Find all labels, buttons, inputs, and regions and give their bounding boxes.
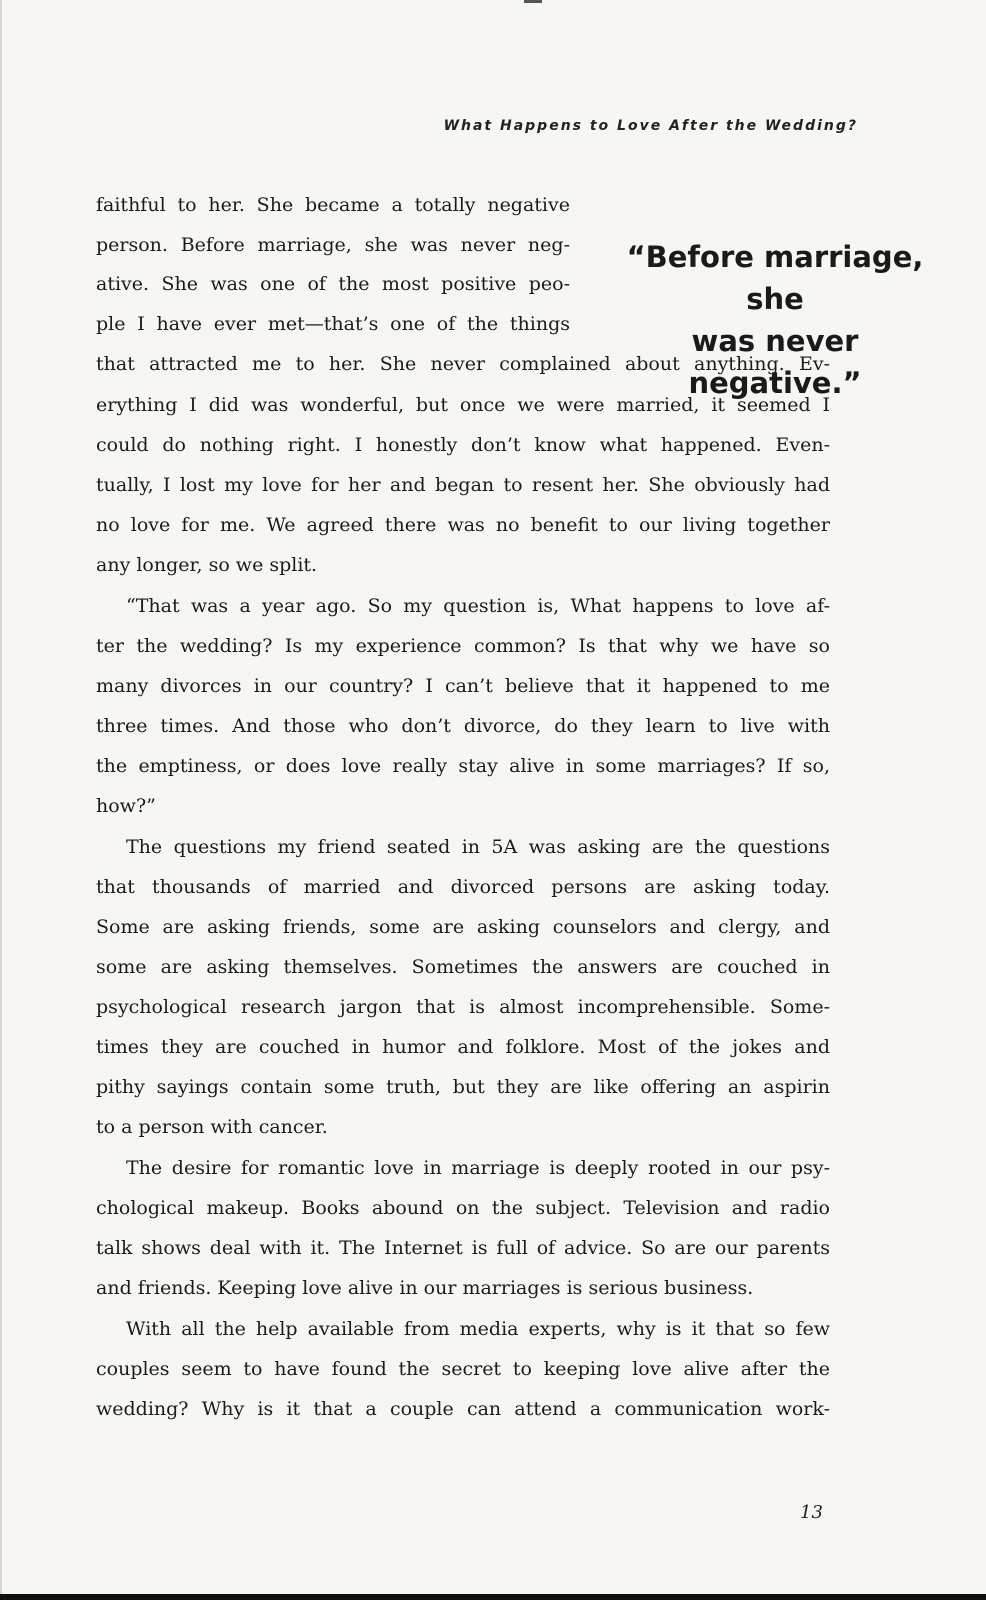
pull-quote-line-1: “Before marriage, she [626,240,924,316]
body-line: person. Before marriage, she was never neg- [96,234,570,256]
body-line: could do nothing right. I honestly don’t know what happened. Even- [96,434,830,456]
body-line: couples seem to have found the secret to keeping love alive after the [96,1358,830,1380]
body-line: With all the help available from media experts, why is it that so few [126,1318,830,1340]
body-line: to a person with cancer. [96,1116,328,1138]
body-line: tually, I lost my love for her and began to resent her. She obviously had [96,474,830,496]
body-line: Some are asking friends, some are asking counselors and clergy, and [96,916,830,938]
body-line: erything I did was wonderful, but once we were married, it seemed I [96,394,830,416]
body-line: three times. And those who don’t divorce, do they learn to live with [96,715,830,737]
pull-quote-line-2: was never negative.” [688,324,862,400]
body-line: The questions my friend seated in 5A was asking are the questions [126,836,830,858]
body-line: chological makeup. Books abound on the subject. Television and radio [96,1197,830,1219]
body-line: pithy sayings contain some truth, but they are like offering an aspirin [96,1076,830,1098]
pull-quote [610,236,940,404]
body-line: and friends. Keeping love alive in our marriages is serious business. [96,1277,754,1299]
body-line: many divorces in our country? I can’t believe that it happened to me [96,675,830,697]
body-line: the emptiness, or does love really stay alive in some marriages? If so, [96,755,830,777]
page-number: 13 [800,1502,823,1523]
body-line: how?” [96,795,156,817]
body-line: that thousands of married and divorced persons are asking today. [96,876,830,898]
running-head: What Happens to Love After the Wedding? [443,118,858,134]
body-line: psychological research jargon that is almost incomprehensible. Some- [96,996,830,1018]
body-line: some are asking themselves. Sometimes the answers are couched in [96,956,830,978]
body-line: “That was a year ago. So my question is, What happens to love af- [126,595,830,617]
body-line: faithful to her. She became a totally negative [96,194,570,216]
body-line: ative. She was one of the most positive peo- [96,273,570,295]
body-line: times they are couched in humor and folklore. Most of the jokes and [96,1036,830,1058]
scan-mark [524,0,542,3]
body-line: ple I have ever met—that’s one of the things [96,313,570,335]
body-line: wedding? Why is it that a couple can attend a communication work- [96,1398,830,1420]
body-line: talk shows deal with it. The Internet is full of advice. So are our parents [96,1237,830,1259]
page-edge [0,0,2,1600]
body-line: any longer, so we split. [96,554,318,576]
body-line: no love for me. We agreed there was no benefit to our living together [96,514,830,536]
body-line: ter the wedding? Is my experience common? Is that why we have so [96,635,830,657]
body-line: The desire for romantic love in marriage is deeply rooted in our psy- [126,1157,830,1179]
body-line: that attracted me to her. She never complained about anything. Ev- [96,353,830,375]
scan-bottom-edge [0,1594,986,1600]
